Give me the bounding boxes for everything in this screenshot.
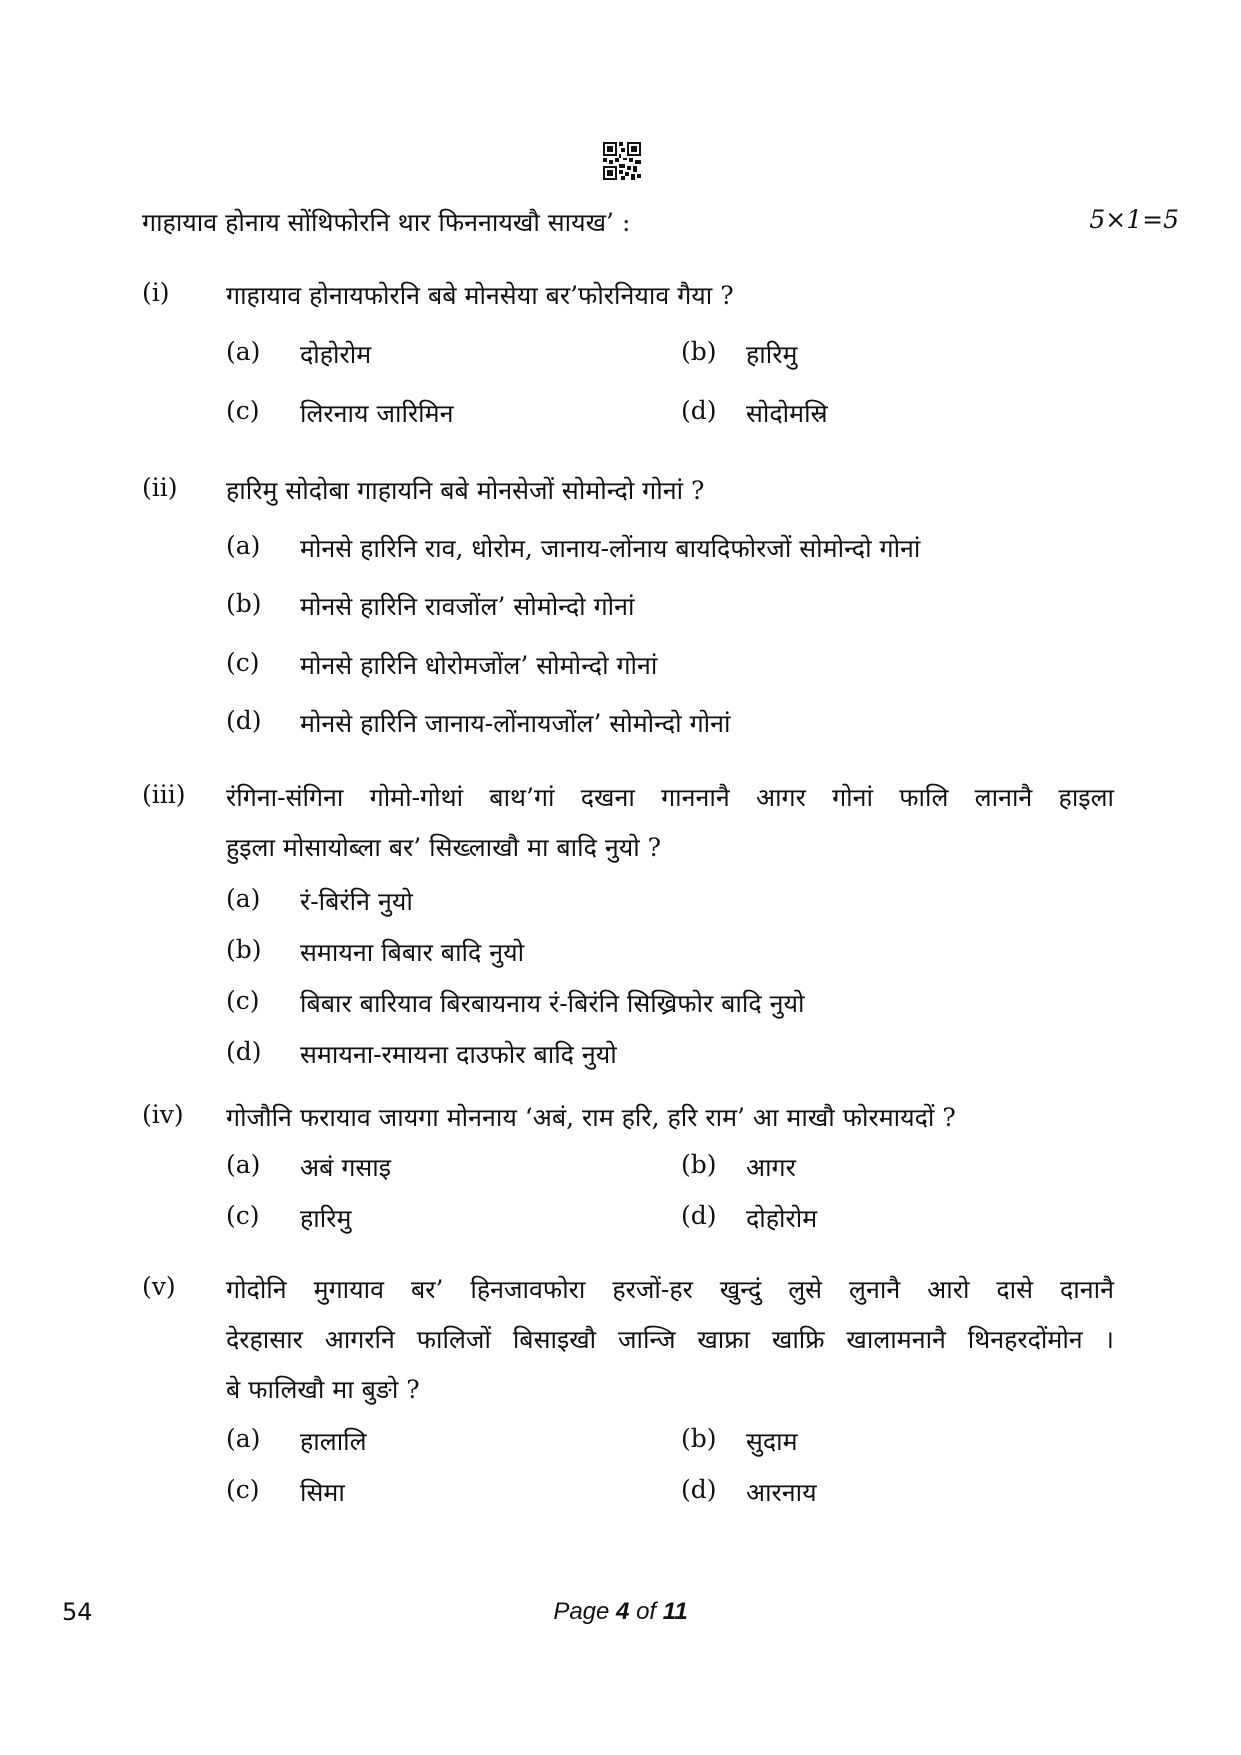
- option-text: समायना-रमायना दाउफोर बादि नुयो: [300, 1040, 617, 1069]
- option-text: आरनाय: [746, 1478, 817, 1507]
- option-label: (a): [226, 1150, 261, 1179]
- question-text: हारिमु सोदोबा गाहायनि बबे मोनसेजों सोमोन्दो गोनां ?: [226, 476, 705, 505]
- option-label: (c): [226, 986, 260, 1015]
- question-number: (iv): [142, 1100, 184, 1129]
- option-label: (b): [681, 1150, 717, 1179]
- option-label: (b): [681, 337, 717, 366]
- option-label: (a): [226, 884, 261, 913]
- question-text: रंगिना-संगिना गोमो-गोथां बाथ’गां दखना गाननानै आगर गोनां फालि लानानै हाइला: [226, 783, 1114, 812]
- paper-code: 54: [62, 1598, 93, 1626]
- option-text: सुदाम: [746, 1427, 798, 1456]
- option-text: हारिमु: [300, 1204, 352, 1233]
- option-text: मोनसे हारिनि धोरोमजोंल’ सोमोन्दो गोनां: [300, 651, 658, 680]
- question-number: (i): [142, 278, 170, 307]
- question-text: हुइला मोसायोब्ला बर’ सिख्लाखौ मा बादि नुयो ?: [226, 833, 662, 862]
- option-text: आगर: [746, 1153, 796, 1182]
- option-text: मोनसे हारिनि जानाय-लोंनायजोंल’ सोमोन्दो गोनां: [300, 709, 731, 738]
- option-label: (c): [226, 1475, 260, 1504]
- question-text: देरहासार आगरनि फालिजों बिसाइखौ जान्जि खाफ्रा खाफ्रि खालामनानै थिनहरदोंमोन ।: [226, 1325, 1114, 1354]
- option-text: समायना बिबार बादि नुयो: [300, 938, 525, 967]
- option-label: (c): [226, 648, 260, 677]
- option-label: (b): [226, 589, 262, 618]
- question-number: (ii): [142, 473, 178, 502]
- option-label: (b): [681, 1424, 717, 1453]
- page-prefix: Page: [553, 1598, 610, 1625]
- marks: 5×1=5: [1089, 205, 1179, 234]
- option-text: बिबार बारियाव बिरबायनाय रं-बिरंनि सिख्रिफोर बादि नुयो: [300, 989, 805, 1018]
- option-text: रं-बिरंनि नुयो: [300, 887, 413, 916]
- option-label: (d): [226, 706, 262, 735]
- option-label: (d): [681, 396, 717, 425]
- page-current: 4: [616, 1598, 630, 1625]
- page-of: of: [636, 1598, 657, 1625]
- option-text: मोनसे हारिनि राव, धोरोम, जानाय-लोंनाय बायदिफोरजों सोमोन्दो गोनां: [300, 534, 921, 563]
- question-text: बे फालिखौ मा बुङो ?: [226, 1375, 420, 1404]
- option-label: (a): [226, 531, 261, 560]
- option-text: हालालि: [300, 1427, 367, 1456]
- option-label: (b): [226, 935, 262, 964]
- option-label: (a): [226, 337, 261, 366]
- option-text: अबं गसाइ: [300, 1153, 392, 1182]
- option-label: (a): [226, 1424, 261, 1453]
- option-text: हारिमु: [746, 340, 798, 369]
- option-label: (d): [681, 1201, 717, 1230]
- question-text: गोजौनि फरायाव जायगा मोननाय ‘अबं, राम हरि, हरि राम’ आ माखौ फोरमायदों ?: [226, 1103, 956, 1132]
- page-total: 11: [662, 1598, 688, 1625]
- option-text: दोहोरोम: [300, 340, 372, 369]
- option-label: (c): [226, 396, 260, 425]
- option-text: मोनसे हारिनि रावजोंल’ सोमोन्दो गोनां: [300, 592, 635, 621]
- option-text: दोहोरोम: [746, 1204, 818, 1233]
- question-text: गोदोनि मुगायाव बर’ हिनजावफोरा हरजों-हर खुन्दुं लुसे लुनानै आरो दासे दानानै: [226, 1275, 1114, 1304]
- question-text: गाहायाव होनायफोरनि बबे मोनसेया बर’फोरनियाव गैया ?: [226, 281, 734, 310]
- option-label: (c): [226, 1201, 260, 1230]
- option-text: सोदोमस्रि: [746, 399, 828, 428]
- page-number: [0, 1598, 1241, 1626]
- option-text: लिरनाय जारिमिन: [300, 399, 454, 428]
- option-text: सिमा: [300, 1478, 345, 1507]
- instruction: गाहायाव होनाय सोंथिफोरनि थार फिननायखौ सायख’ :: [142, 208, 631, 237]
- qr-code-icon: [603, 142, 641, 180]
- question-number: (v): [142, 1272, 176, 1301]
- option-label: (d): [681, 1475, 717, 1504]
- question-number: (iii): [142, 780, 186, 809]
- option-label: (d): [226, 1037, 262, 1066]
